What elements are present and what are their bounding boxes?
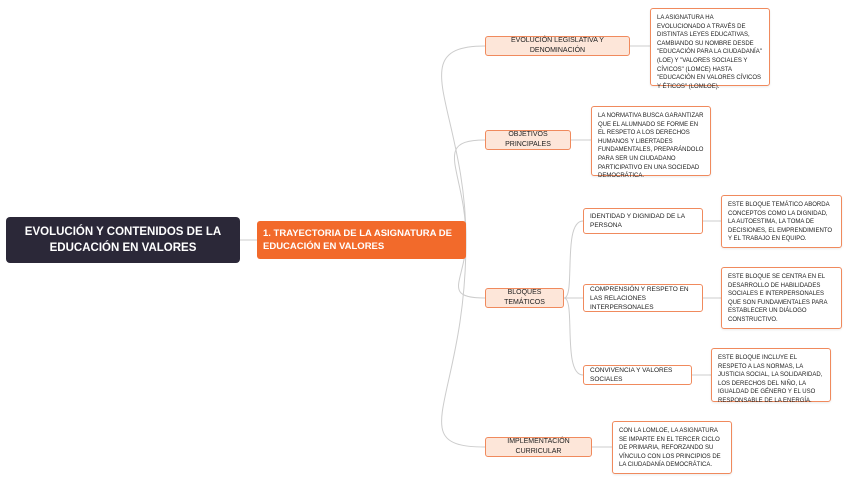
connector-bloques-identidad (564, 221, 583, 298)
detail-text: ESTE BLOQUE INCLUYE EL RESPETO A LAS NORMAS, LA JUSTICIA SOCIAL, LA SOLIDARIDAD, LOS DERECHOS DEL NIÑO, LA IGUALDAD DE GÉNERO Y EL USO RESPONSABLE DE LA ENERGÍA. (718, 355, 823, 404)
detail-convivencia-valores[interactable] (711, 348, 831, 402)
connector-hub-implementacion (442, 240, 485, 447)
sub-label: CONVIVENCIA Y VALORES SOCIALES (590, 367, 673, 383)
detail-comprension-respeto[interactable] (721, 267, 842, 329)
branch-label: EVOLUCIÓN LEGISLATIVA Y DENOMINACIÓN (511, 37, 604, 54)
detail-text: ESTE BLOQUE TEMÁTICO ABORDA CONCEPTOS COMO LA DIGNIDAD, LA AUTOESTIMA, LA TOMA DE DECISIONES, EL EMPRENDIMIENTO Y EL TRABAJO EN EQUIPO. (728, 202, 833, 243)
branch-label: BLOQUES TEMÁTICOS (504, 289, 545, 306)
detail-objetivos-principales[interactable] (591, 106, 711, 180)
detail-text: CON LA LOMLOE, LA ASIGNATURA SE IMPARTE EN EL TERCER CICLO DE PRIMARIA, REFORZANDO SU VÍNCULO CON LOS PRINCIPIOS DE LA CIUDADANÍA DEMOCRÁTICA. (619, 428, 721, 469)
branch-evolucion-legislativa[interactable] (485, 36, 630, 56)
sub-convivencia-valores[interactable] (583, 365, 692, 385)
hub-topic[interactable] (257, 221, 466, 259)
branch-objetivos-principales[interactable] (485, 130, 571, 150)
branch-label: OBJETIVOS PRINCIPALES (505, 131, 551, 148)
root-topic-label: EVOLUCIÓN Y CONTENIDOS DE LA EDUCACIÓN EN VALORES (24, 226, 222, 254)
branch-bloques-tematicos[interactable] (485, 288, 564, 308)
detail-evolucion-legislativa[interactable] (650, 8, 770, 90)
sub-identidad-dignidad[interactable] (583, 208, 703, 234)
detail-identidad-dignidad[interactable] (721, 195, 842, 248)
connector-bloques-convivencia (564, 298, 583, 375)
hub-topic-label: 1. TRAYECTORIA DE LA ASIGNATURA DE EDUCACIÓN EN VALORES (263, 228, 452, 252)
sub-label: COMPRENSIÓN Y RESPETO EN LAS RELACIONES INTERPERSONALES (590, 285, 689, 311)
branch-implementacion-curricular[interactable] (485, 437, 592, 457)
detail-text: LA ASIGNATURA HA EVOLUCIONADO A TRAVÉS DE DISTINTAS LEYES EDUCATIVAS, CAMBIANDO SU NOMBRE DESDE "EDUCACIÓN PARA LA CIUDADANÍA" (LOE) Y "VALORES SOCIALES Y CÍVICOS" (LOMCE) HASTA "EDUCACIÓN EN VALORES CÍVICOS Y ÉTICOS" (LOMLOE). (657, 15, 762, 90)
branch-label: IMPLEMENTACIÓN CURRICULAR (507, 438, 570, 455)
detail-implementacion-curricular[interactable] (612, 421, 732, 474)
detail-text: ESTE BLOQUE SE CENTRA EN EL DESARROLLO DE HABILIDADES SOCIALES E INTERPERSONALES QUE SON FUNDAMENTALES PARA ESTABLECER UN DIÁLOGO CONSTRUCTIVO. (728, 274, 828, 323)
sub-label: IDENTIDAD Y DIGNIDAD DE LA PERSONA (590, 213, 685, 229)
detail-text: LA NORMATIVA BUSCA GARANTIZAR QUE EL ALUMNADO SE FORME EN EL RESPETO A LOS DERECHOS HUMANOS Y LIBERTADES FUNDAMENTALES, PREPARÁNDOLO PARA SER UN CIUDADANO PARTICIPATIVO EN UNA SOCIEDAD DEMOCRÁTICA. (598, 113, 704, 180)
root-topic[interactable] (6, 217, 240, 263)
sub-comprension-respeto[interactable] (583, 284, 703, 312)
